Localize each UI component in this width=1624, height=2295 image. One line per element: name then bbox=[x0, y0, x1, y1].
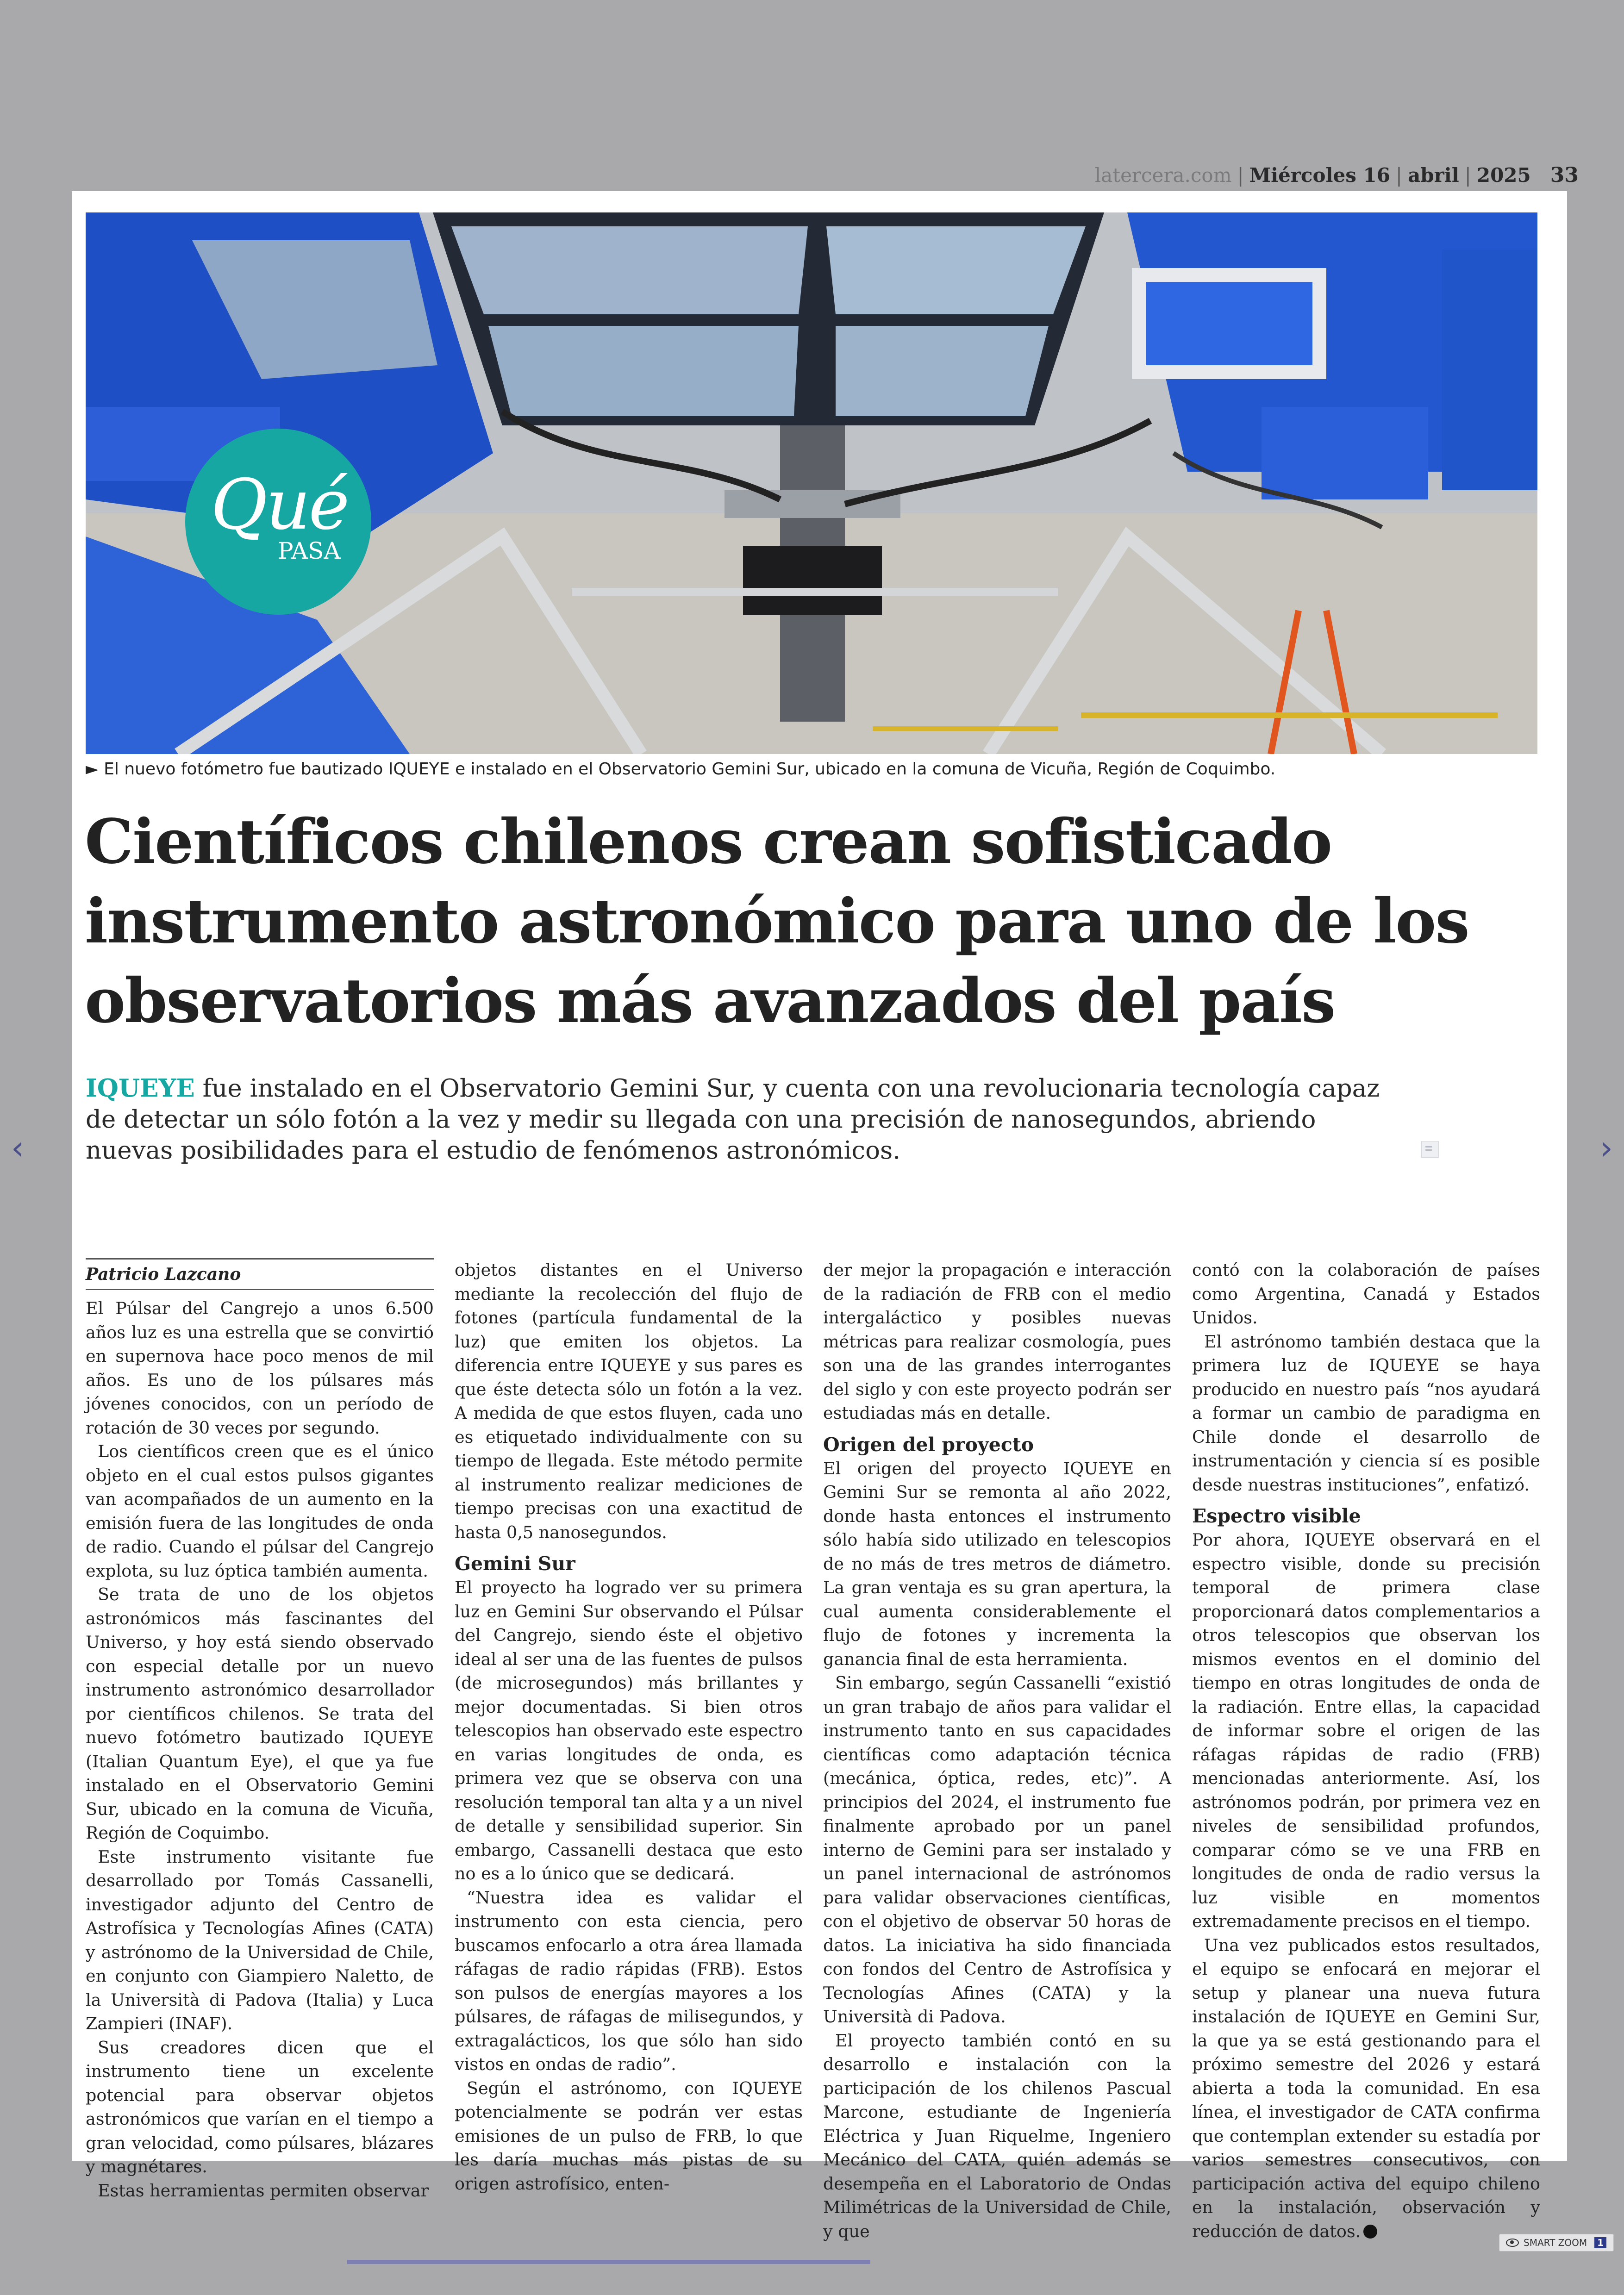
header-month: abril bbox=[1408, 163, 1459, 187]
eye-icon bbox=[1506, 2239, 1519, 2247]
paragraph: Este instrumento visitante fue desarrollado por Tomás Cassanelli, investigador adjunto del Centro de Astrofísica y Tecnologías Afines (CATA) y astrónomo de la Universidad de Chile, en conjunto con Giampiero Naletto, de la Università di Padova (Italia) y Luca Zampieri (INAF). bbox=[86, 1846, 434, 2033]
article-column-4 bbox=[1192, 1258, 1540, 2243]
paragraph: El origen del proyecto IQUEYE en Gemini Sur se remonta al año 2022, donde hasta entonces el instrumento sólo había sido utilizado en telescopios de no más de tres metros de diámetro. La gran ventaja es su gran apertura, la cual aumenta considerablemente el flujo de fotones y incrementa la ganancia final de esta herramienta. bbox=[823, 1458, 1171, 1669]
telescope-photo bbox=[86, 212, 1537, 754]
article-column-1 bbox=[86, 1258, 434, 2202]
page-header: latercera.com | Miércoles 16 | abril | 2025 33 bbox=[1094, 163, 1579, 187]
note-icon[interactable] bbox=[1421, 1141, 1439, 1158]
headline: Científicos chilenos crean sofisticado instrumento astronómico para uno de los observatorios más avanzados del país bbox=[85, 806, 1469, 1037]
paragraph: El astrónomo también destaca que la primera luz de IQUEYE se haya producido en nuestro país “nos ayudará a formar un cambio de paradigma en Chile donde el desarrollo de instrumentación y ciencia sí es posible desde nuestras instituciones”, enfatizó. bbox=[1192, 1331, 1540, 1495]
paragraph: contó con la colaboración de países como Argentina, Canadá y Estados Unidos. bbox=[1192, 1260, 1540, 1328]
paragraph: Estas herramientas permiten observar bbox=[98, 2180, 429, 2201]
page-number: 33 bbox=[1550, 163, 1579, 187]
paragraph: Sus creadores dicen que el instrumento tiene un excelente potencial para observar objetos astronómicos que varían en el tiempo a gran velocidad, como púlsares, blázares y magnétares. bbox=[86, 2037, 434, 2177]
header-year: 2025 bbox=[1476, 163, 1531, 187]
lede-keyword: IQUEYE bbox=[86, 1074, 195, 1103]
que-pasa-logo: Qué PASA bbox=[185, 429, 371, 615]
lede-text: fue instalado en el Observatorio Gemini Sur, y cuenta con una revolucionaria tecnología capaz de detectar un sólo fotón a la vez y medir su llegada con una precisión de nanosegundos, abriendo nuevas posibilidades para el estudio de fenómenos astronómicos. bbox=[86, 1074, 1380, 1165]
subheading-origen: Origen del proyecto bbox=[823, 1433, 1034, 1456]
chevron-right-icon: › bbox=[1600, 1129, 1613, 1167]
article-column-2 bbox=[455, 1258, 803, 2195]
chevron-left-icon: ‹ bbox=[11, 1129, 24, 1167]
smart-zoom-count: 1 bbox=[1594, 2237, 1606, 2248]
paragraph: El proyecto ha logrado ver su primera luz en Gemini Sur observando el Púlsar del Cangrejo, siendo éste el objetivo ideal al ser una de las fuentes de pulsos (de microsegundos) más brillantes y mejor documentadas. Si bien otros telescopios han observado este espectro en varias longitudes de onda, es primera vez que se observa con una resolución temporal tan alta y a un nivel de detalle y sensibilidad superior. Sin embargo, Cassanelli destaca que esto no es a lo único que se dedicará. bbox=[455, 1578, 803, 1883]
paragraph: El Púlsar del Cangrejo a unos 6.500 años luz es una estrella que se convirtió en supernova hace poco menos de mil años. Es uno de los púlsares más jóvenes conocidos, con un período de rotación de 30 veces por segundo. bbox=[86, 1298, 434, 1438]
reading-progress-bar[interactable] bbox=[347, 2260, 870, 2264]
next-page-button[interactable] bbox=[1593, 1125, 1620, 1171]
photo-caption: ► El nuevo fotómetro fue bautizado IQUEYE e instalado en el Observatorio Gemini Sur, ubicado en la comuna de Vicuña, Región de Coquimbo. bbox=[86, 760, 1276, 779]
newspaper-page bbox=[72, 191, 1567, 2241]
smart-zoom-label: SMART ZOOM bbox=[1524, 2237, 1587, 2248]
paragraph: El proyecto también contó en su desarrollo e instalación con la participación de los chilenos Pascual Marcone, estudiante de Ingeniería Eléctrica y Juan Riquelme, Ingeniero Mecánico del CATA, quién además se desempeña en el Laboratorio de Ondas Milimétricas de la Universidad de Chile, y que bbox=[823, 2030, 1171, 2241]
paragraph: der mejor la propagación e interacción de la radiación de FRB con el medio intergaláctico y posibles nuevas métricas para realizar cosmología, pues son una de las grandes interrogantes del siglo y con este proyecto podrán ser estudiadas más en detalle. bbox=[823, 1260, 1171, 1423]
paragraph: Una vez publicados estos resultados, el equipo se enfocará en mejorar el setup y planear una nueva futura instalación de IQUEYE en Gemini Sur, la que ya se está gestionando para el próximo semestre del 2026 y estará abierta a toda la comunidad. En esa línea, el investigador de CATA confirma que contemplan extender su estadía por varios semestres consecutivos, con participación activa del equipo chileno en la instalación, observación y reducción de datos. bbox=[1192, 1935, 1540, 2241]
paragraph: Según el astrónomo, con IQUEYE potencialmente se podrán ver estas emisiones de un pulso de FRB, lo que les daría muchas más pistas de su origen astrofísico, enten- bbox=[455, 2078, 803, 2194]
article-column-3 bbox=[823, 1258, 1171, 2243]
lede bbox=[86, 1073, 1382, 1166]
subheading-espectro: Espectro visible bbox=[1192, 1505, 1361, 1527]
smart-zoom-button[interactable] bbox=[1499, 2234, 1614, 2251]
paragraph: Se trata de uno de los objetos astronómicos más fascinantes del Universo, y hoy está siendo observado con especial detalle por un nuevo instrumento astronómico desarrollador por científicos chilenos. Se trata del nuevo fotómetro bautizado IQUEYE (Italian Quantum Eye), el que ya fue instalado en el Observatorio Gemini Sur, ubicado en la comuna de Vicuña, Región de Coquimbo. bbox=[86, 1584, 434, 1843]
prev-page-button[interactable] bbox=[4, 1125, 31, 1171]
paragraph: Sin embargo, según Cassanelli “existió un gran trabajo de años para validar el instrumento tanto en sus capacidades científicas como adaptación técnica (mecánica, óptica, redes, etc)”. A principios del 2024, el instrumento fue finalmente aprobado por un panel interno de Gemini para ser instalado y un panel internacional de astrónomos para validar observaciones científicas, con el objetivo de observar 50 horas de datos. La iniciativa ha sido financiada con fondos del Centro de Astrofísica y Tecnologías Afines (CATA) y la Università di Padova. bbox=[823, 1673, 1171, 2027]
paragraph: objetos distantes en el Universo mediante la recolección del flujo de fotones (partícula fundamental de la luz) que emiten los objetos. La diferencia entre IQUEYE y sus pares es que éste detecta sólo un fotón a la vez. A medida de que estos fluyen, cada uno es etiquetado individualmente con su tiempo de llegada. Este método permite al instrumento realizar mediciones de tiempo precisas con una exactitud de hasta 0,5 nanosegundos. bbox=[455, 1260, 803, 1542]
paragraph: Por ahora, IQUEYE observará en el espectro visible, donde su precisión temporal de primera clase proporcionará datos complementarios a otros telescopios que observan los mismos eventos en el dominio del tiempo en otras longitudes de onda de la radiación. Entre ellas, la capacidad de informar sobre el origen de las ráfagas rápidas de radio (FRB) mencionadas anteriormente. Así, los astrónomos podrán, por primera vez en niveles de sensibilidad profundos, comparar cómo se ve una FRB en longitudes de onda de radio versus la luz visible en momentos extremadamente precisos en el tiempo. bbox=[1192, 1530, 1540, 1931]
subheading-gemini-sur: Gemini Sur bbox=[455, 1553, 575, 1575]
end-mark-icon bbox=[1363, 2225, 1377, 2239]
paragraph: “Nuestra idea es validar el instrumento con esta ciencia, pero buscamos enfocarlo a otra área llamada ráfagas de radio rápidas (FRB). Estos son pulsos de energías mayores a los púlsares, de ráfagas de milisegundos, y extragalácticos, los que sólo han sido vistos en ondas de radio”. bbox=[455, 1887, 803, 2074]
site-name: latercera.com bbox=[1094, 163, 1232, 187]
header-date: Miércoles 16 bbox=[1249, 163, 1390, 187]
paragraph: Los científicos creen que es el único objeto en el cual estos pulsos gigantes van acompañados de un aumento en la emisión fuera de las longitudes de onda de radio. Cuando el púlsar del Cangrejo explota, su luz óptica también aumenta. bbox=[86, 1441, 434, 1581]
byline: Patricio Lazcano bbox=[86, 1258, 434, 1290]
